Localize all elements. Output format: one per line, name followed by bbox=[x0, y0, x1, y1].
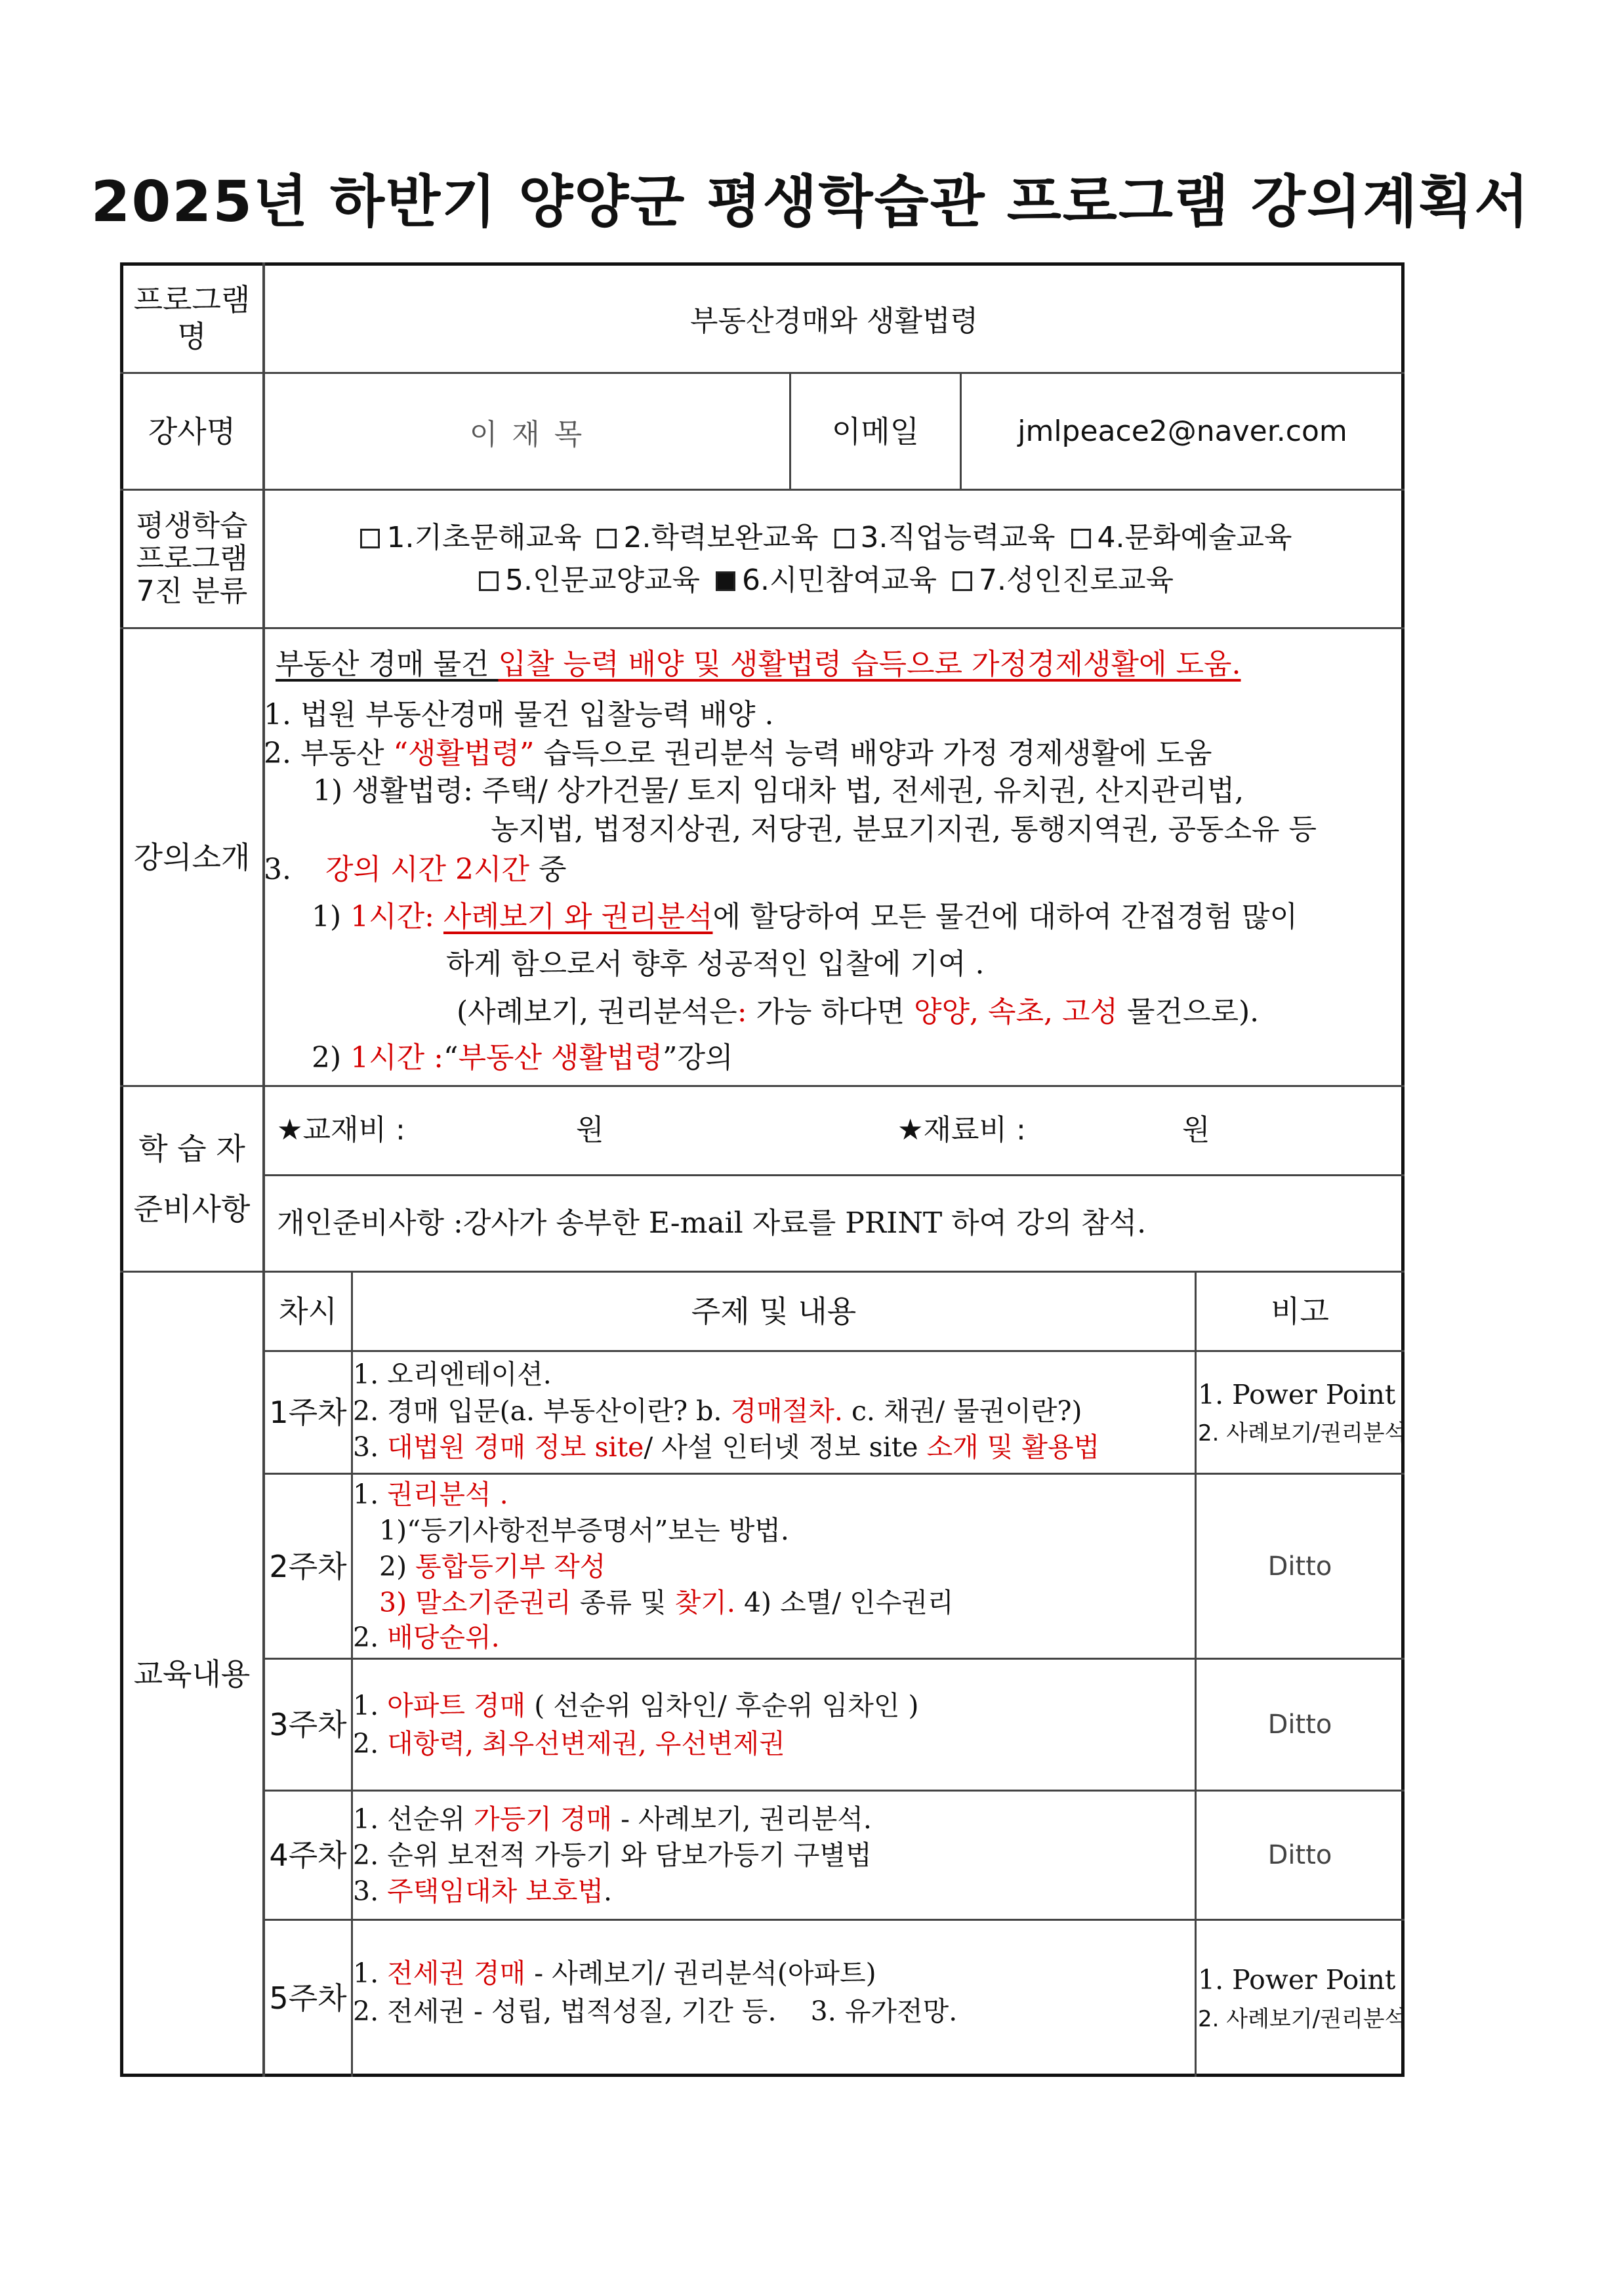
instructor-label: 강사명 bbox=[148, 413, 236, 449]
program-label: 프로그램명 bbox=[133, 281, 251, 354]
w2-line-a bbox=[353, 1476, 508, 1513]
curriculum-label: 교육내용 bbox=[133, 1656, 251, 1692]
category-option[interactable] bbox=[716, 564, 937, 597]
intro-line-6d: 에 할당하여 모든 물건에 대하여 간접경험 많이 bbox=[712, 900, 1298, 933]
w2-line-c1: 2) bbox=[379, 1551, 416, 1582]
w5-line-a1: 1. bbox=[353, 1958, 388, 1989]
intro-headline-a: 부동산 경매 물건 bbox=[276, 647, 499, 681]
w2-line-c2: 통합등기부 작성 bbox=[415, 1551, 606, 1582]
w3-line-a3: ( 선순위 임차인/ 후순위 임차인 ) bbox=[525, 1690, 919, 1721]
intro-line-4: 농지법, 법정지상권, 저당권, 분묘기지권, 통행지역권, 공동소유 등 bbox=[491, 813, 1317, 846]
curriculum-row-divider bbox=[262, 1919, 1405, 1921]
header-session: 차시 bbox=[279, 1294, 337, 1329]
email-value: jmlpeace2@naver.com bbox=[1017, 415, 1347, 448]
w1-line-c bbox=[353, 1429, 1099, 1466]
intro-line-8e: 물건으로). bbox=[1117, 995, 1260, 1029]
row-divider bbox=[120, 1085, 1405, 1087]
w4-line-b: 2. 순위 보전적 가등기 와 담보가등기 구별법 bbox=[353, 1839, 872, 1871]
document-title: 2025년 하반기 양양군 평생학습관 프로그램 강의계획서 bbox=[91, 169, 1530, 235]
textbook-fee-unit: 원 bbox=[576, 1113, 604, 1147]
intro-line-8c: 가능 하다면 bbox=[747, 995, 914, 1029]
w5-note-2: 2. 사례보기/권리분석 bbox=[1198, 2006, 1406, 2032]
checkbox[interactable] bbox=[597, 529, 617, 548]
w2-line-d2: 종류 및 bbox=[571, 1587, 675, 1618]
instructor-name: 이 재 목 bbox=[469, 417, 585, 451]
category-label: 7.성인진로교육 bbox=[979, 564, 1174, 597]
intro-line-9 bbox=[312, 1040, 733, 1076]
w4-line-c1: 3. bbox=[353, 1876, 388, 1907]
w3-note: Ditto bbox=[1267, 1710, 1332, 1740]
header-note: 비고 bbox=[1271, 1294, 1329, 1329]
checkbox[interactable] bbox=[479, 571, 499, 591]
intro-line-5c: 중 bbox=[529, 853, 567, 886]
w4-line-a bbox=[353, 1801, 872, 1837]
category-label: 4.문화예술교육 bbox=[1097, 521, 1292, 554]
w2-line-d1: 3) 말소기준권리 bbox=[379, 1587, 571, 1618]
intro-line-6 bbox=[312, 899, 1298, 935]
category-label: 2.학력보완교육 bbox=[623, 521, 819, 554]
intro-line-8a: (사례보기, 권리분석은 bbox=[457, 995, 737, 1029]
category-option[interactable] bbox=[1071, 521, 1292, 554]
category-label: 6.시민참여교육 bbox=[741, 564, 937, 597]
w4-line-a1: 1. 선순위 bbox=[353, 1803, 474, 1835]
header-content: 주제 및 내용 bbox=[691, 1294, 857, 1329]
intro-headline-b: 입찰 능력 배양 및 생활법령 습득으로 가정경제생활에 도움. bbox=[498, 647, 1241, 681]
row-divider bbox=[262, 1174, 1405, 1176]
w2-line-e1: 2. bbox=[353, 1622, 388, 1653]
intro-line-6b: 1시간: bbox=[350, 900, 443, 933]
w3-line-a2: 아파트 경매 bbox=[387, 1690, 526, 1721]
w1-line-c3: / 사설 인터넷 정보 site bbox=[644, 1431, 927, 1463]
category-option[interactable] bbox=[834, 521, 1056, 554]
session-5: 5주차 bbox=[269, 1980, 347, 2016]
intro-line-7: 하게 함으로서 향후 성공적인 입찰에 기여 . bbox=[446, 947, 985, 981]
intro-line-6a: 1) bbox=[312, 900, 351, 933]
classification-label bbox=[121, 491, 262, 627]
curriculum-row-divider bbox=[262, 1350, 1405, 1352]
w1-line-b2: 경매절차. bbox=[730, 1395, 843, 1427]
classification-label-line: 평생학습 bbox=[136, 509, 248, 543]
intro-line-2c: 습득으로 권리분석 능력 배양과 가정 경제생활에 도움 bbox=[534, 737, 1212, 770]
w2-line-d bbox=[379, 1584, 954, 1621]
w2-line-e bbox=[353, 1619, 500, 1656]
classification-label-line: 프로그램 bbox=[136, 542, 248, 575]
w4-note: Ditto bbox=[1267, 1840, 1332, 1870]
w4-line-a3: - 사례보기, 권리분석. bbox=[612, 1803, 872, 1835]
w2-line-a2: 권리분석 . bbox=[387, 1479, 508, 1510]
intro-line-9c: “ bbox=[443, 1041, 459, 1075]
intro-line-8 bbox=[457, 994, 1259, 1031]
intro-line-9e: ”강의 bbox=[662, 1041, 733, 1075]
intro-line-9a: 2) bbox=[312, 1041, 351, 1075]
w5-line-b: 2. 전세권 - 성립, 법적성질, 기간 등. 3. 유가전망. bbox=[353, 1996, 958, 2027]
w2-line-e2: 배당순위. bbox=[387, 1622, 500, 1653]
material-fee-label: ★재료비 : bbox=[897, 1113, 1026, 1147]
w5-line-a bbox=[353, 1955, 876, 1992]
w1-line-b bbox=[353, 1393, 1082, 1429]
intro-headline bbox=[276, 646, 1241, 683]
intro-line-6c: 사례보기 와 권리분석 bbox=[443, 900, 713, 933]
checkbox[interactable] bbox=[953, 571, 972, 591]
prep-label-line-1: 학 습 자 bbox=[138, 1131, 245, 1166]
intro-line-5 bbox=[264, 851, 566, 888]
intro-line-2a: 2. 부동산 bbox=[264, 737, 394, 770]
w3-line-b bbox=[353, 1725, 785, 1762]
session-4: 4주차 bbox=[269, 1837, 347, 1873]
intro-line-8b: : bbox=[737, 995, 747, 1029]
checkbox[interactable] bbox=[1071, 529, 1091, 548]
w1-line-c1: 3. bbox=[353, 1431, 388, 1463]
w2-note: Ditto bbox=[1267, 1551, 1332, 1582]
w1-note-2: 2. 사례보기/권리분석 bbox=[1198, 1420, 1406, 1446]
w2-line-a1: 1. bbox=[353, 1479, 388, 1510]
category-option[interactable] bbox=[360, 521, 581, 554]
intro-line-5b: 강의 시간 2시간 bbox=[325, 853, 529, 886]
classification-row-2 bbox=[265, 562, 1403, 599]
classification-label-line: 7진 분류 bbox=[136, 575, 248, 608]
prep-label-line-2: 준비사항 bbox=[133, 1191, 251, 1227]
row-divider bbox=[120, 627, 1405, 629]
w5-line-a3: - 사례보기/ 권리분석(아파트) bbox=[525, 1958, 876, 1989]
prep-label bbox=[121, 1087, 262, 1271]
session-2: 2주차 bbox=[269, 1548, 347, 1584]
w5-line-a2: 전세권 경매 bbox=[387, 1958, 526, 1989]
category-label: 5.인문교양교육 bbox=[504, 564, 700, 597]
checkbox[interactable] bbox=[360, 529, 380, 548]
category-label: 1.기초문해교육 bbox=[386, 521, 582, 554]
w2-line-d4: 4) 소멸/ 인수권리 bbox=[735, 1587, 954, 1618]
w2-line-c bbox=[379, 1548, 605, 1585]
personal-prep: 개인준비사항 :강사가 송부한 E-mail 자료를 PRINT 하여 강의 참석. bbox=[277, 1206, 1147, 1240]
w1-line-b1: 2. 경매 입문(a. 부동산이란? b. bbox=[353, 1395, 731, 1427]
intro-line-1: 1. 법원 부동산경매 물건 입찰능력 배양 . bbox=[264, 698, 774, 731]
checked-checkbox[interactable] bbox=[716, 571, 735, 591]
w4-line-c bbox=[353, 1873, 612, 1910]
row-divider bbox=[120, 489, 1405, 491]
w4-line-c2: 주택임대차 보호법 bbox=[387, 1876, 604, 1907]
w3-line-a bbox=[353, 1687, 919, 1724]
category-option[interactable] bbox=[953, 564, 1174, 597]
checkbox[interactable] bbox=[834, 529, 854, 548]
w1-line-c4: 소개 및 활용법 bbox=[926, 1431, 1100, 1463]
w3-line-a1: 1. bbox=[353, 1690, 388, 1721]
w1-line-c2: 대법원 경매 정보 site bbox=[387, 1431, 644, 1463]
intro-label: 강의소개 bbox=[133, 839, 251, 875]
intro-line-2 bbox=[264, 735, 1212, 772]
category-option[interactable] bbox=[479, 564, 700, 597]
intro-line-8d: 양양, 속초, 고성 bbox=[914, 995, 1118, 1029]
session-1: 1주차 bbox=[269, 1395, 347, 1430]
w5-note-1: 1. Power Point bbox=[1198, 1964, 1396, 1996]
category-option[interactable] bbox=[597, 521, 818, 554]
w1-line-b3: c. 채권/ 물권이란?) bbox=[842, 1395, 1082, 1427]
w4-line-a2: 가등기 경매 bbox=[474, 1803, 613, 1835]
w1-note-1: 1. Power Point bbox=[1198, 1379, 1396, 1410]
session-3: 3주차 bbox=[269, 1707, 347, 1742]
intro-line-9b: 1시간 : bbox=[350, 1041, 443, 1075]
intro-line-2b: “생활법령” bbox=[393, 737, 535, 770]
w1-line-a: 1. 오리엔테이션. bbox=[353, 1359, 552, 1390]
w4-line-c3: . bbox=[604, 1876, 613, 1907]
classification-row-1 bbox=[265, 520, 1403, 556]
material-fee-unit: 원 bbox=[1182, 1113, 1210, 1147]
intro-line-9d: 부동산 생활법령 bbox=[458, 1041, 663, 1075]
w3-line-b2: 대항력, 최우선변제권, 우선변제권 bbox=[387, 1728, 785, 1759]
w2-line-d3: 찾기. bbox=[674, 1587, 735, 1618]
w3-line-b1: 2. bbox=[353, 1728, 388, 1759]
program-name: 부동산경매와 생활법령 bbox=[689, 304, 979, 338]
email-label: 이메일 bbox=[831, 413, 920, 449]
textbook-fee-label: ★교재비 : bbox=[277, 1113, 405, 1147]
intro-line-5a: 3. bbox=[264, 853, 291, 886]
category-label: 3.직업능력교육 bbox=[860, 521, 1056, 554]
intro-line-3: 1) 생활법령: 주택/ 상가건물/ 토지 임대차 법, 전세권, 유치권, 산지관리법, bbox=[313, 774, 1244, 808]
w2-line-b: 1)“등기사항전부증명서”보는 방법. bbox=[379, 1515, 789, 1546]
